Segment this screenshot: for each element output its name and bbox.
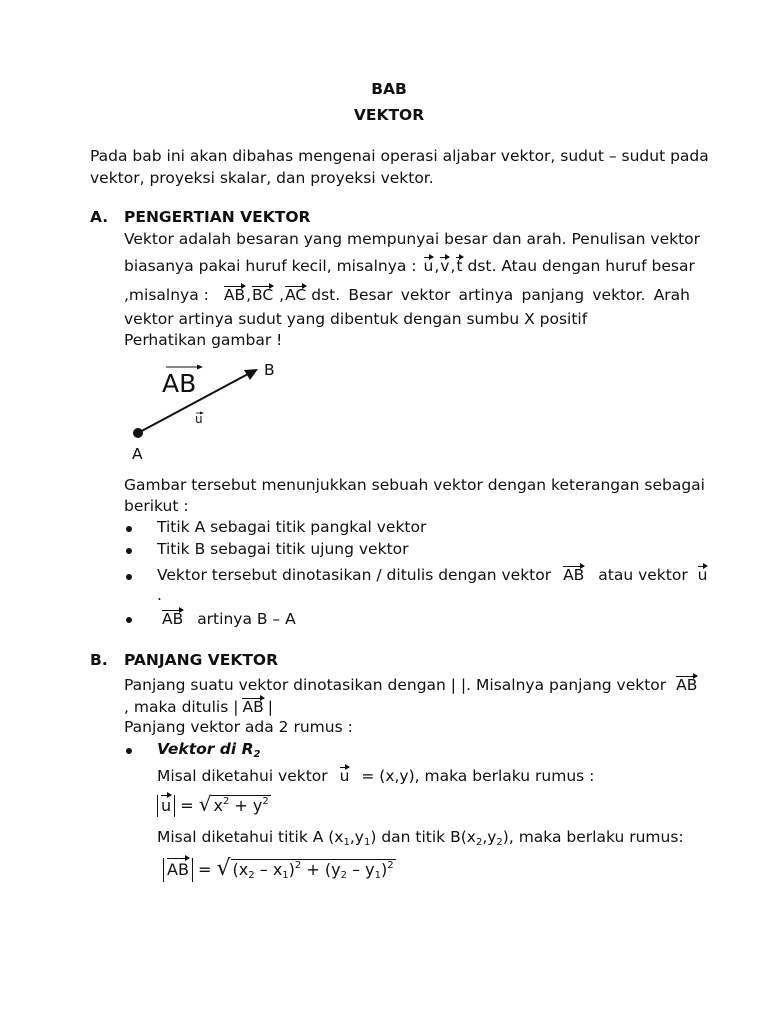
section-b-number: B. — [90, 651, 108, 669]
figure-label-ab: AB — [162, 369, 197, 398]
section-a-p1: Vektor adalah besaran yang mempunyai besar dan arah. Penulisan vektor — [124, 230, 701, 248]
bullet-vektor-r2: Vektor di $R_2$ — [157, 740, 261, 760]
bullet-dot — [126, 548, 132, 554]
formula-magnitude-u: u = √ $x^2 + y^2$ — [157, 792, 271, 817]
bullet-item-3-dot: . — [157, 586, 162, 604]
intro-line-1: Pada bab ini akan dibahas mengenai operasi aljabar vektor, sudut – sudut pada — [90, 147, 709, 165]
figure-desc-1: Gambar tersebut menunjukkan sebuah vektor dengan keterangan sebagai — [124, 476, 705, 494]
title-bab: BAB — [371, 80, 407, 98]
section-b-p1: Panjang suatu vektor dinotasikan dengan | |. Misalnya panjang vektor AB — [124, 676, 698, 694]
bullet-dot — [126, 617, 132, 623]
figure-point-a: A — [132, 445, 143, 463]
bullet-item-3: Vektor tersebut dinotasikan / ditulis dengan vektor AB atau vektor u — [157, 566, 708, 584]
bullet-dot — [126, 748, 132, 754]
figure-desc-2: berikut : — [124, 497, 189, 515]
bullet-dot — [126, 574, 132, 580]
bullet-item-1: Titik A sebagai titik pangkal vektor — [157, 518, 427, 536]
section-b-heading: PANJANG VEKTOR — [124, 651, 279, 669]
section-a-number: A. — [90, 208, 109, 226]
points-line: Misal diketahui titik A $(x_1,y_1)$ dan titik $B(x_2,y_2)$, maka berlaku rumus: — [157, 828, 684, 848]
section-b-p3: Panjang vektor ada 2 rumus : — [124, 718, 353, 736]
figure-point-b: B — [264, 361, 275, 379]
section-a-p3: ,misalnya : AB,BC ,AC dst. Besar vektor artinya panjang vektor. Arah — [124, 286, 690, 304]
formula-magnitude-ab: AB = √ $(x_2 - x_1)^2 + (y_2 - y_1)^2$ — [163, 856, 396, 882]
figure-label-u: u — [195, 412, 203, 426]
bullet-dot — [126, 526, 132, 532]
section-a-p4: vektor artinya sudut yang dibentuk dengan sumbu X positif — [124, 310, 588, 328]
ab-label-arrow-icon — [197, 365, 203, 370]
section-b-p2: , maka ditulis | AB | — [124, 698, 273, 716]
point-a-dot — [133, 428, 143, 438]
title-vektor: VEKTOR — [353, 106, 425, 124]
intro-line-2: vektor, proyeksi skalar, dan proyeksi vektor. — [90, 169, 434, 187]
section-a-heading: PENGERTIAN VEKTOR — [124, 208, 311, 226]
section-a-p2: biasanya pakai huruf kecil, misalnya : u,v,t dst. Atau dengan huruf besar — [124, 257, 695, 275]
bullet-item-2: Titik B sebagai titik ujung vektor — [157, 540, 409, 558]
section-a-p5: Perhatikan gambar ! — [124, 331, 283, 349]
bullet-item-4: AB artinya B – A — [162, 610, 296, 628]
r2-vector-line: Misal diketahui vektor u = (x,y), maka berlaku rumus : — [157, 767, 595, 785]
